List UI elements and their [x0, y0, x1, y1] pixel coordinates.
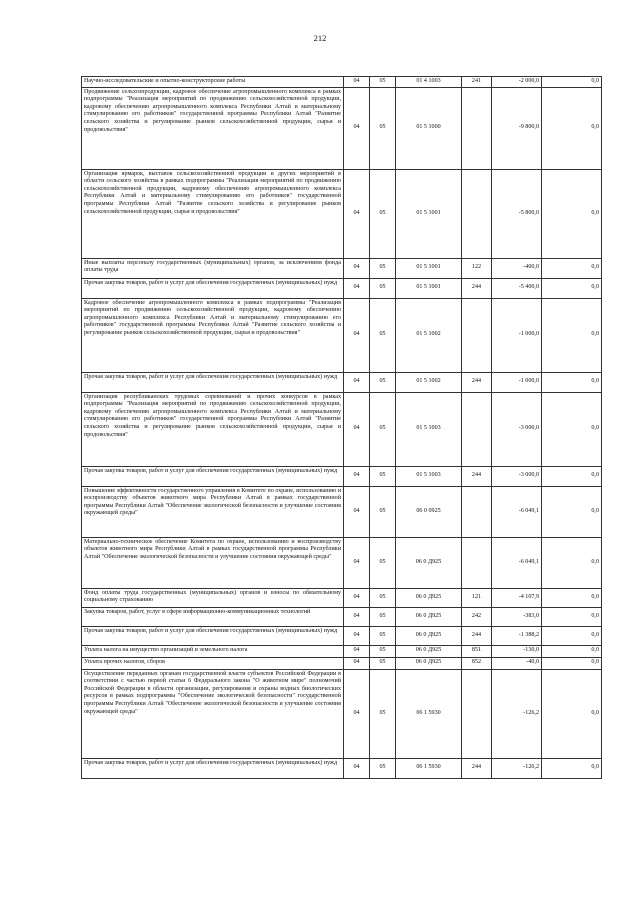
- target-article-code: 06 0 Д925: [396, 588, 462, 607]
- subsection-code: 05: [370, 77, 396, 88]
- section-code: 04: [344, 298, 370, 372]
- amount-change: -5 400,0: [492, 278, 542, 298]
- subsection-code: 05: [370, 588, 396, 607]
- amount-second: 0,0: [542, 87, 602, 169]
- subsection-code: 05: [370, 758, 396, 778]
- budget-item-name: Закупка товаров, работ, услуг в сфере информационно-коммуникационных технологий: [82, 607, 344, 626]
- budget-item-name: Научно-исследовательские и опытно-конструкторские работы: [82, 77, 344, 88]
- section-code: 04: [344, 169, 370, 258]
- target-article-code: 06 1 5930: [396, 758, 462, 778]
- subsection-code: 05: [370, 169, 396, 258]
- expense-type-code: [462, 169, 492, 258]
- section-code: 04: [344, 645, 370, 657]
- amount-second: 0,0: [542, 392, 602, 466]
- table-row: [82, 607, 602, 626]
- amount-second: 0,0: [542, 486, 602, 537]
- target-article-code: 06 1 5930: [396, 669, 462, 758]
- amount-second: 0,0: [542, 77, 602, 88]
- table-row: [82, 466, 602, 486]
- amount-second: 0,0: [542, 278, 602, 298]
- target-article-code: 06 0 Д925: [396, 537, 462, 588]
- amount-change: -1 388,2: [492, 626, 542, 645]
- budget-item-name: Уплата налога на имущество организаций и земельного налога: [82, 645, 344, 657]
- subsection-code: 05: [370, 278, 396, 298]
- amount-change: -126,2: [492, 669, 542, 758]
- target-article-code: 01 5 1003: [396, 392, 462, 466]
- amount-second: 0,0: [542, 657, 602, 669]
- target-article-code: 01 5 1000: [396, 87, 462, 169]
- subsection-code: 05: [370, 258, 396, 278]
- section-code: 04: [344, 657, 370, 669]
- section-code: 04: [344, 372, 370, 392]
- table-row: [82, 77, 602, 88]
- subsection-code: 05: [370, 466, 396, 486]
- expense-type-code: 244: [462, 278, 492, 298]
- amount-change: -3 000,0: [492, 392, 542, 466]
- amount-second: 0,0: [542, 298, 602, 372]
- target-article-code: 01 5 1001: [396, 278, 462, 298]
- expense-type-code: 244: [462, 626, 492, 645]
- amount-second: 0,0: [542, 537, 602, 588]
- expense-type-code: [462, 669, 492, 758]
- table-row: [82, 87, 602, 169]
- page-number: 212: [313, 33, 327, 43]
- amount-change: -4 107,9: [492, 588, 542, 607]
- expense-type-code: [462, 537, 492, 588]
- expense-type-code: [462, 298, 492, 372]
- amount-second: 0,0: [542, 626, 602, 645]
- amount-change: -6 049,1: [492, 486, 542, 537]
- subsection-code: 05: [370, 669, 396, 758]
- section-code: 04: [344, 466, 370, 486]
- budget-item-name: Организация республиканских трудовых соревнований и прочих конкурсов в рамках подпрограммы "Реализация мероприятий по продвижению сельскохозяйственной продукции, кадровому обеспечению агропромышленного комплекса Республики Алтай и материальному стимулированию его работников" государственной программы Республики Алтай "Развитие сельского хозяйства и регулирование рынков сельскохозяйственной продукции, сырья и продовольствия": [82, 392, 344, 466]
- table-row: [82, 669, 602, 758]
- expense-type-code: 852: [462, 657, 492, 669]
- amount-second: 0,0: [542, 669, 602, 758]
- subsection-code: 05: [370, 392, 396, 466]
- amount-second: 0,0: [542, 607, 602, 626]
- budget-item-name: Материально-техническое обеспечение Комитета по охране, использованию и воспроизводству объектов животного мира Республики Алтай в рамках государственной программы Республики Алтай "Обеспечение экологической безопасности и улучшение состояния окружающей среды": [82, 537, 344, 588]
- section-code: 04: [344, 669, 370, 758]
- subsection-code: 05: [370, 298, 396, 372]
- table-row: [82, 537, 602, 588]
- section-code: 04: [344, 626, 370, 645]
- expense-type-code: 122: [462, 258, 492, 278]
- amount-second: 0,0: [542, 466, 602, 486]
- amount-second: 0,0: [542, 645, 602, 657]
- budget-item-name: Прочая закупка товаров, работ и услуг для обеспечения государственных (муниципальных) нужд: [82, 758, 344, 778]
- budget-item-name: Кадровое обеспечение агропромышленного комплекса в рамках подпрограммы "Реализация мероприятий по продвижению сельскохозяйственной продукции, кадровому обеспечению агропромышленного комплекса Республики Алтай и материальному стимулированию его работников" государственной программы Республики Алтай "Развитие сельского хозяйства и регулирование рынков сельскохозяйственной продукции, сырья и продовольствия": [82, 298, 344, 372]
- target-article-code: 06 0 Д925: [396, 657, 462, 669]
- amount-change: -1 000,0: [492, 298, 542, 372]
- section-code: 04: [344, 486, 370, 537]
- section-code: 04: [344, 588, 370, 607]
- subsection-code: 05: [370, 645, 396, 657]
- amount-change: -9 800,0: [492, 87, 542, 169]
- expense-type-code: [462, 392, 492, 466]
- amount-second: 0,0: [542, 169, 602, 258]
- section-code: 04: [344, 392, 370, 466]
- expense-type-code: 244: [462, 758, 492, 778]
- amount-change: -40,0: [492, 657, 542, 669]
- section-code: 04: [344, 607, 370, 626]
- target-article-code: 06 0 0925: [396, 486, 462, 537]
- table-row: [82, 258, 602, 278]
- amount-change: -5 800,0: [492, 169, 542, 258]
- amount-change: -126,2: [492, 758, 542, 778]
- budget-item-name: Фонд оплаты труда государственных (муниципальных) органов и взносы по обязательному социальному страхованию: [82, 588, 344, 607]
- subsection-code: 05: [370, 87, 396, 169]
- section-code: 04: [344, 537, 370, 588]
- budget-item-name: Осуществление переданных органам государственной власти субъектов Российской Федерации в соответствии с частью первой статьи 6 Федерального закона "О животном мире" полномочий Российской Федерации в области организации, регулирования и охраны водных биологических ресурсов в рамках подпрограммы "Обеспечение экологической безопасности" государственной программы Республики Алтай "Обеспечение экологической безопасности и улучшение состояния окружающей среды": [82, 669, 344, 758]
- subsection-code: 05: [370, 626, 396, 645]
- table-row: [82, 588, 602, 607]
- subsection-code: 05: [370, 607, 396, 626]
- target-article-code: 01 5 1001: [396, 169, 462, 258]
- amount-change: -383,0: [492, 607, 542, 626]
- expense-type-code: [462, 486, 492, 537]
- amount-change: -1 000,0: [492, 372, 542, 392]
- subsection-code: 05: [370, 657, 396, 669]
- amount-change: -6 049,1: [492, 537, 542, 588]
- table-row: [82, 298, 602, 372]
- table-row: [82, 169, 602, 258]
- table-row: [82, 486, 602, 537]
- target-article-code: 01 4 1003: [396, 77, 462, 88]
- budget-item-name: Уплата прочих налогов, сборов: [82, 657, 344, 669]
- target-article-code: 06 0 Д925: [396, 607, 462, 626]
- budget-item-name: Прочая закупка товаров, работ и услуг для обеспечения государственных (муниципальных) нужд: [82, 466, 344, 486]
- section-code: 04: [344, 77, 370, 88]
- expense-type-code: 244: [462, 466, 492, 486]
- section-code: 04: [344, 758, 370, 778]
- amount-second: 0,0: [542, 372, 602, 392]
- budget-table: [81, 76, 602, 779]
- target-article-code: 06 0 Д925: [396, 626, 462, 645]
- table-row: [82, 758, 602, 778]
- expense-type-code: 241: [462, 77, 492, 88]
- section-code: 04: [344, 258, 370, 278]
- target-article-code: 06 0 Д925: [396, 645, 462, 657]
- subsection-code: 05: [370, 537, 396, 588]
- table-row: [82, 372, 602, 392]
- amount-second: 0,0: [542, 258, 602, 278]
- budget-item-name: Прочая закупка товаров, работ и услуг для обеспечения государственных (муниципальных) нужд: [82, 372, 344, 392]
- table-row: [82, 392, 602, 466]
- table-body: [82, 77, 602, 779]
- expense-type-code: 242: [462, 607, 492, 626]
- expense-type-code: 121: [462, 588, 492, 607]
- table-row: [82, 626, 602, 645]
- budget-item-name: Прочая закупка товаров, работ и услуг для обеспечения государственных (муниципальных) нужд: [82, 626, 344, 645]
- expense-type-code: [462, 87, 492, 169]
- budget-item-name: Иные выплаты персоналу государственных (муниципальных) органов, за исключением фонда оплаты труда: [82, 258, 344, 278]
- target-article-code: 01 5 1001: [396, 258, 462, 278]
- amount-change: -130,0: [492, 645, 542, 657]
- budget-item-name: Прочая закупка товаров, работ и услуг для обеспечения государственных (муниципальных) нужд: [82, 278, 344, 298]
- subsection-code: 05: [370, 372, 396, 392]
- table-row: [82, 278, 602, 298]
- budget-item-name: Повышение эффективности государственного управления в Комитете по охране, использованию и воспроизводству объектов животного мира Республики Алтай в рамках государственной программы Республики Алтай "Обеспечение экологической безопасности и улучшение состояния окружающей среды": [82, 486, 344, 537]
- budget-item-name: Организация ярмарок, выставок сельскохозяйственной продукции и других мероприятий в области сельского хозяйства в рамках подпрограммы "Реализация мероприятий по продвижению сельскохозяйственной продукции, кадровому обеспечению агропромышленного комплекса Республики Алтай и материальному стимулированию его работников" государственной программы Республики Алтай "Развитие сельского хозяйства и регулирование рынков сельскохозяйственной продукции, сырья и продовольствия": [82, 169, 344, 258]
- amount-second: 0,0: [542, 758, 602, 778]
- target-article-code: 01 5 1002: [396, 372, 462, 392]
- section-code: 04: [344, 278, 370, 298]
- amount-change: -3 000,0: [492, 466, 542, 486]
- expense-type-code: 244: [462, 372, 492, 392]
- budget-item-name: Продвижение сельхозпродукции, кадровое обеспечение агропромышленного комплекса в рамках подпрограммы "Реализация мероприятий по продвижению сельскохозяйственной продукции, кадровому обеспечению агропромышленного комплекса Республики Алтай и материальному стимулированию его работников" государственной программы Республики Алтай "Развитие сельского хозяйства и регулирование рынков сельскохозяйственной продукции, сырья и продовольствия": [82, 87, 344, 169]
- amount-second: 0,0: [542, 588, 602, 607]
- target-article-code: 01 5 1003: [396, 466, 462, 486]
- target-article-code: 01 5 1002: [396, 298, 462, 372]
- table-row: [82, 645, 602, 657]
- amount-change: -400,0: [492, 258, 542, 278]
- amount-change: -2 000,0: [492, 77, 542, 88]
- section-code: 04: [344, 87, 370, 169]
- table-row: [82, 657, 602, 669]
- expense-type-code: 851: [462, 645, 492, 657]
- subsection-code: 05: [370, 486, 396, 537]
